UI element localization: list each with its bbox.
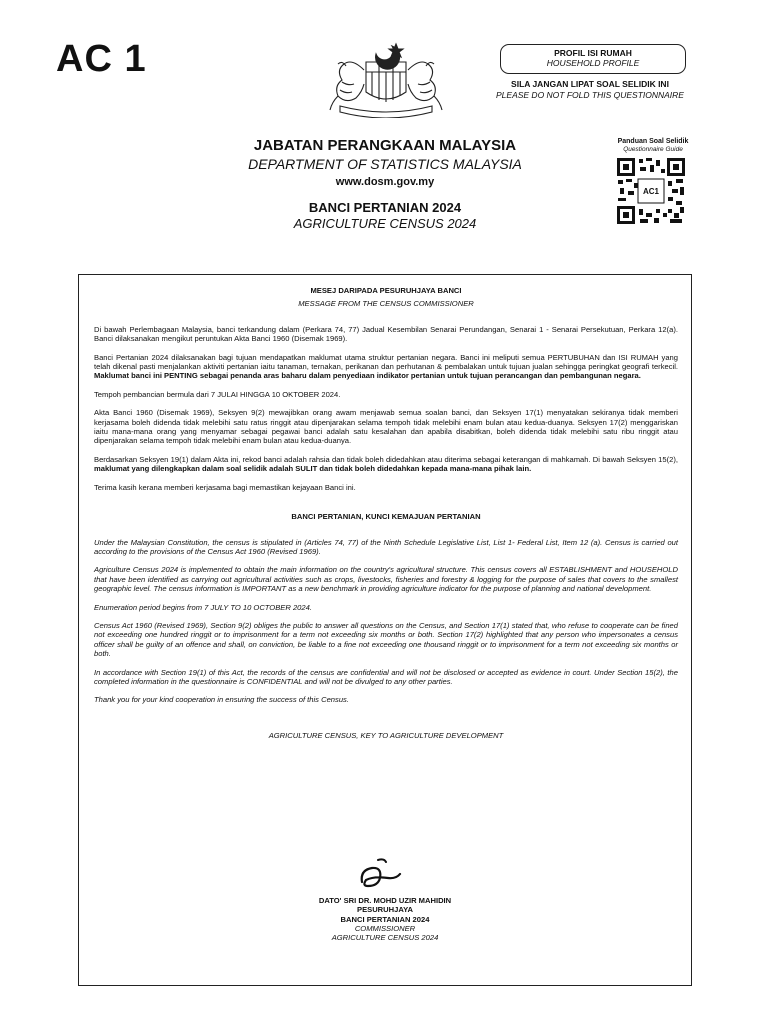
para-act-en: Census Act 1960 (Revised 1969), Section 9(2) obliges the public to answer all questions on the Census, and Section 17(1) stated that, who refuse to cooperate can be fined not exceeding one hundred ringgit or to imprisonment for a term not exceeding six months or both. Section 17(2) highlighted that any person who impersonates a census officer shall be guilty of an offence and shall, on conviction, be liable to a fine not exceeding one thousand ringgit or to imprisonment for a term not exceeding six months or both.: [94, 620, 678, 659]
coat-of-arms-emblem: [316, 40, 456, 118]
signatory-name: DATO' SRI DR. MOHD UZIR MAHIDIN: [318, 896, 452, 905]
para-constitution-en: Under the Malaysian Constitution, the census is stipulated in (Articles 74, 77) of the Ninth Schedule Legislative List, List 1- Federal List, Item 12 (a). Census is carried out according to the provisions of the Census Act 1960 (Revised 1969).: [94, 537, 678, 556]
para-purpose-en: Agriculture Census 2024 is implemented to obtain the main information on the country's agricultural structure. This census covers all ESTABLISHMENT and HOUSEHOLD that have been identified as carrying out agricultural activities such as crops, livestocks, fisheries and forestry & logging for the purpose of sales that covers to the smallest geographic level. The census information is IMPORTANT as a new benchmark in providing agriculture indicator for the purpose of planning and national development.: [94, 565, 678, 594]
profile-ms: PROFIL ISI RUMAH: [554, 48, 632, 58]
para-thanks-ms: Terima kasih kerana memberi kerjasama bagi memastikan kejayaan Banci ini.: [94, 482, 356, 492]
census-title-ms: BANCI PERTANIAN 2024: [308, 200, 462, 215]
commissioner-message: [94, 286, 678, 740]
guide-label-ms: Panduan Soal Selidik: [617, 138, 689, 145]
message-heading-en: MESSAGE FROM THE CENSUS COMMISSIONER: [298, 299, 474, 309]
agency-name-en: DEPARTMENT OF STATISTICS MALAYSIA: [248, 156, 522, 172]
fold-notice: [470, 79, 710, 101]
profile-en: HOUSEHOLD PROFILE: [546, 58, 640, 68]
agency-name-ms: JABATAN PERANGKAAN MALAYSIA: [253, 137, 517, 154]
signatory-title-en: COMMISSIONER: [354, 923, 416, 933]
fold-notice-ms: SILA JANGAN LIPAT SOAL SELIDIK INI: [511, 79, 669, 89]
questionnaire-guide: [598, 138, 708, 154]
fold-notice-en: PLEASE DO NOT FOLD THIS QUESTIONNAIRE: [496, 90, 684, 100]
para-period-en: Enumeration period begins from 7 JULY TO 10 OCTOBER 2024.: [94, 602, 312, 612]
guide-label-en: Questionnaire Guide: [623, 146, 683, 153]
para-confidential-en: In accordance with Section 19(1) of this Act, the records of the census are confidential and will not be disclosed or accepted as evidence in court. Under Section 15(2), the completed information in the questionnaire is CONFIDENTIAL and will not be divulged to any other parties.: [94, 667, 678, 686]
signatory-census-en: AGRICULTURE CENSUS 2024: [331, 933, 439, 943]
signatory-block: [240, 896, 530, 942]
agency-website: www.dosm.gov.my: [335, 176, 435, 188]
signatory-census-ms: BANCI PERTANIAN 2024: [340, 914, 430, 924]
para-period-ms: Tempoh pembancian bermula dari 7 JULAI HINGGA 10 OKTOBER 2024.: [94, 389, 341, 399]
qr-code[interactable]: [616, 157, 686, 225]
signatory-title-ms: PESURUHJAYA: [357, 905, 413, 915]
para-purpose-ms: Banci Pertanian 2024 dilaksanakan bagi tujuan mendapatkan maklumat utama struktur pertanian negara. Banci ini meliputi semua PERTUBUHAN dan ISI RUMAH yang telah dikenal pasti menjalankan aktiviti pertanian iaitu tanaman, ternakan, perikanan dan perhutanan & pembalakan untuk tujuan jualan sehingga peringkat geografi terkecil. Maklumat banci ini PENTING sebagai penanda aras baharu dalam penyediaan indikator pertanian untuk tujuan perancangan dan pembangunan negara.: [94, 352, 678, 381]
slogan-en: AGRICULTURE CENSUS, KEY TO AGRICULTURE DEVELOPMENT: [268, 730, 504, 740]
census-title-en: AGRICULTURE CENSUS 2024: [293, 216, 477, 231]
qr-center-label: AC1: [642, 187, 660, 196]
form-code: AC 1: [56, 38, 147, 80]
agency-header: [190, 136, 580, 232]
slogan-ms: BANCI PERTANIAN, KUNCI KEMAJUAN PERTANIAN: [291, 512, 481, 522]
para-confidential-ms: Berdasarkan Seksyen 19(1) dalam Akta ini, rekod banci adalah rahsia dan tidak boleh didedahkan atau diterima sebagai keterangan di mahkamah. Di bawah Seksyen 15(2), maklumat yang dilengkapkan dalam soal selidik adalah SULIT dan tidak boleh didedahkan kepada mana-mana pihak lain.: [94, 454, 678, 474]
commissioner-signature: [356, 856, 404, 890]
para-thanks-en: Thank you for your kind cooperation in ensuring the success of this Census.: [94, 695, 349, 705]
household-profile-label: [500, 44, 686, 74]
message-heading-ms: MESEJ DARIPADA PESURUHJAYA BANCI: [310, 286, 462, 295]
para-constitution-ms: Di bawah Perlembagaan Malaysia, banci terkandung dalam (Perkara 74, 77) Jadual Kesembilan Senarai Perundangan, Senarai 1 - Senarai Persekutuan, Perkara 12(a). Banci dilaksanakan mengikut peruntukan Akta Banci 1960 (Disemak 1969).: [94, 324, 678, 344]
para-act-ms: Akta Banci 1960 (Disemak 1969), Seksyen 9(2) mewajibkan orang awam menjawab semua soalan banci, dan Seksyen 17(1) menyatakan sekiranya tidak memberi kerjasama boleh didenda tidak melebihi satu ratus ringgit atau dipenjarakan selama tempoh tidak melebihi enam bulan atau kedua-duanya. Seksyen 17(2) menggariskan iaitu mana-mana orang yang menyamar sebagai pegawai banci adalah satu kesalahan dan apabila disabitkan, boleh didenda tidak melebihi satu ribu ringgit atau dipenjarakan selama tempoh tidak melebihi enam bulan atau kedua-duanya.: [94, 408, 678, 446]
